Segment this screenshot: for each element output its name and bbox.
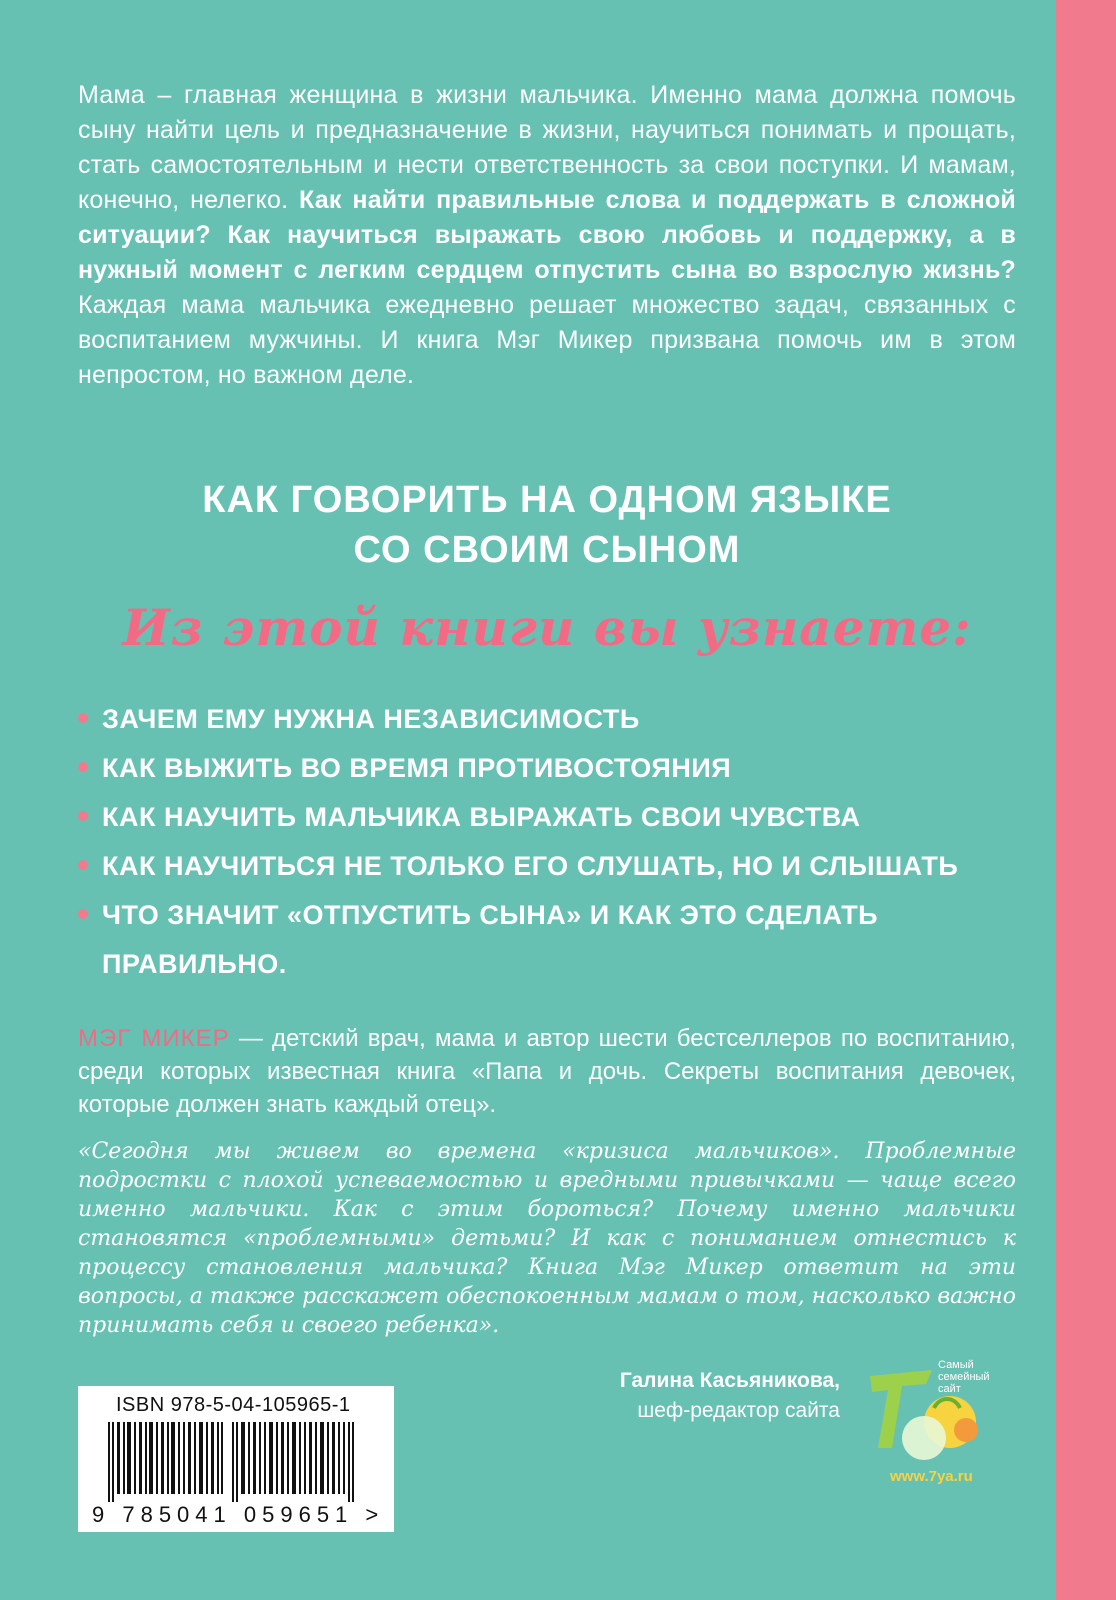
bullet-dot-icon	[78, 811, 88, 821]
intro-paragraph	[78, 78, 1016, 393]
heading-line-2: СО СВОИМ СЫНОМ	[353, 529, 741, 571]
signature-role: шеф-редактор сайта	[637, 1399, 840, 1422]
signature-name: Галина Касьяникова,	[619, 1369, 840, 1392]
feature-item	[78, 744, 1028, 793]
author-bio-text: — детский врач, мама и автор шести бестселлеров по воспитанию, среди которых известная книга «Папа и дочь. Секреты воспитания девочек, которые должен знать каждый отец».	[78, 1025, 1016, 1118]
bullet-dot-icon	[78, 762, 88, 772]
intro-text-2: Каждая мама мальчика ежедневно решает множество задач, связанных с воспитанием мужчины. И книга Мэг Микер призвана помочь им в этом непростом, но важном деле.	[78, 291, 1016, 389]
feature-item	[78, 793, 1028, 842]
feature-item	[78, 695, 1028, 744]
section-heading	[78, 475, 1016, 575]
author-name: МЭГ МИКЕР	[78, 1025, 230, 1052]
quote-signature	[620, 1366, 840, 1426]
barcode-digits: 9 785041 059651 >	[92, 1502, 385, 1527]
feature-text: КАК НАУЧИТЬСЯ НЕ ТОЛЬКО ЕГО СЛУШАТЬ, НО И СЛЫШАТЬ	[102, 851, 959, 881]
intro-text-1: Мама – главная женщина в жизни мальчика. Именно мама должна помочь сыну найти цель и предназначение в жизни, научиться понимать и прощать, стать самостоятельным и нести ответственность за свои поступки. И мамам, конечно, нелегко.	[78, 81, 1016, 214]
book-spine-edge	[1056, 0, 1116, 1600]
isbn-label: ISBN 978-5-04-105965-1	[116, 1394, 351, 1416]
script-subtitle: Из этой книги вы узнаете:	[122, 598, 972, 657]
barcode-bars-icon	[108, 1422, 366, 1502]
heading-line-1: КАК ГОВОРИТЬ НА ОДНОМ ЯЗЫКЕ	[202, 479, 892, 521]
feature-list	[78, 695, 1028, 989]
isbn-barcode	[78, 1386, 394, 1532]
bullet-dot-icon	[78, 909, 88, 919]
logo-tagline: Самый семейный сайт	[938, 1359, 990, 1395]
review-quote: «Сегодня мы живем во времена «кризиса мальчиков». Проблемные подростки с плохой успеваемостью и вредными привычками — чаще всего именно мальчики. Как с этим бороться? Почему именно мальчики становятся «проблемными» детьми? И как с пониманием отнестись к процессу становления мальчика? Книга Мэг Микер ответит на эти вопросы, а также расскажет обеспокоенным мамам о том, насколько важно принимать себя и своего ребенка».	[78, 1139, 1016, 1338]
author-bio	[78, 1022, 1016, 1121]
bullet-dot-icon	[78, 860, 88, 870]
feature-item	[78, 891, 1028, 989]
bullet-dot-icon	[78, 713, 88, 723]
feature-item	[78, 842, 1028, 891]
intro-bold-questions: Как найти правильные слова и поддержать в сложной ситуации? Как научиться выражать свою любовь и поддержку, а в нужный момент с легким сердцем отпустить сына во взрослую жизнь?	[78, 186, 1016, 284]
feature-text: ЧТО ЗНАЧИТ «ОТПУСТИТЬ СЫНА» И КАК ЭТО СДЕЛАТЬ ПРАВИЛЬНО.	[102, 900, 879, 979]
logo-url: www.7ya.ru	[890, 1468, 973, 1485]
feature-text: ЗАЧЕМ ЕМУ НУЖНА НЕЗАВИСИМОСТЬ	[102, 704, 640, 734]
feature-text: КАК НАУЧИТЬ МАЛЬЧИКА ВЫРАЖАТЬ СВОИ ЧУВСТВА	[102, 802, 861, 832]
feature-text: КАК ВЫЖИТЬ ВО ВРЕМЯ ПРОТИВОСТОЯНИЯ	[102, 753, 732, 783]
